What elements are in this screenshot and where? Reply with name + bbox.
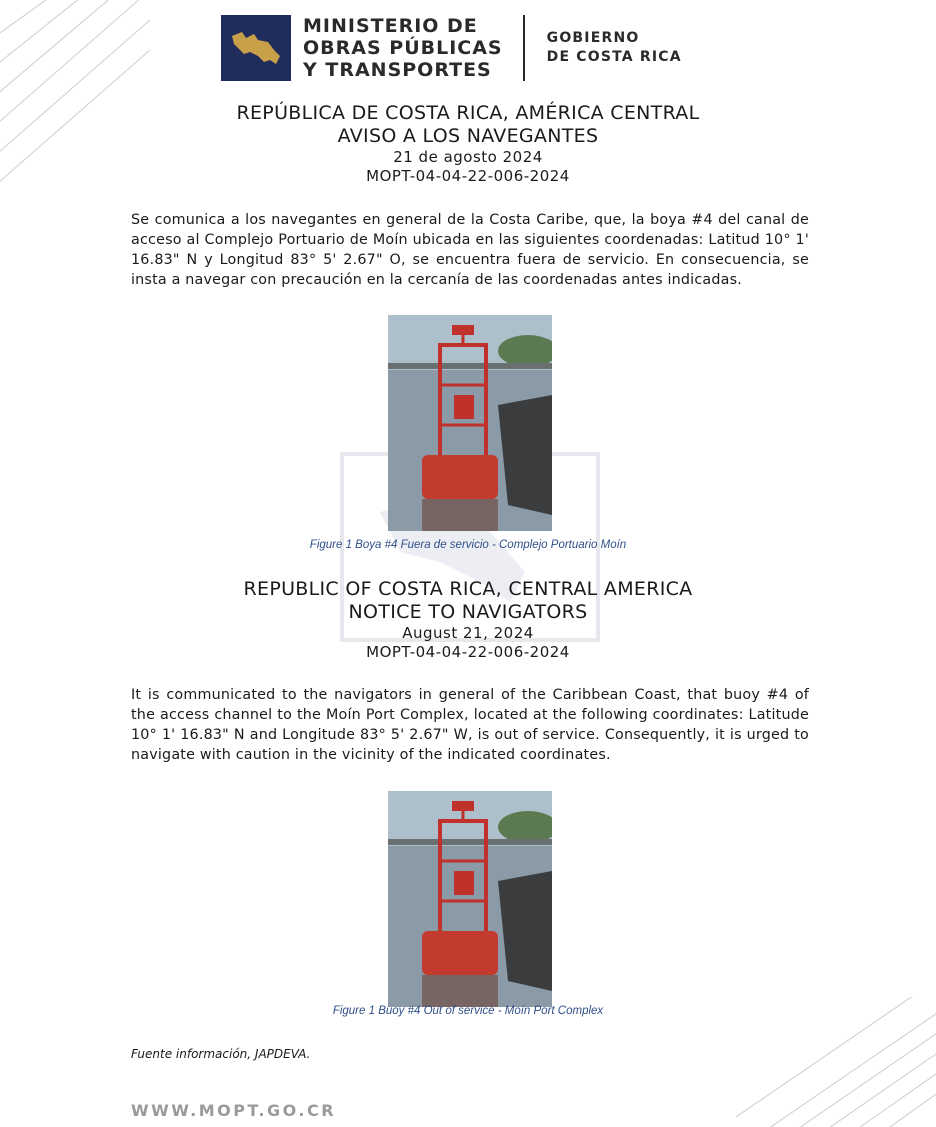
ministry-line: OBRAS PÚBLICAS [303,37,503,59]
english-date: August 21, 2024 [402,624,534,642]
website-link[interactable]: WWW.MOPT.GO.CR [131,1101,337,1120]
english-title: REPUBLIC OF COSTA RICA, CENTRAL AMERICA [243,578,693,600]
spanish-body: Se comunica a los navegantes en general de la Costa Caribe, que, la boya #4 del canal de acceso al Complejo Portuario de Moín ubicada en las siguientes coordenadas: Latitud 10° 1' 16.83" N y Longitud 83° 5' 2.67" O, se encuentra fuera de servicio. En consecuencia, se insta a navegar con precaución en la cercanía de las coordenadas antes indicadas. [131,212,809,288]
ministry-name [303,15,503,81]
header-divider [523,15,525,81]
ministry-line: Y TRANSPORTES [303,59,492,81]
spanish-date: 21 de agosto 2024 [393,148,543,166]
spanish-reference: MOPT-04-04-22-006-2024 [366,167,570,185]
gov-line: DE COSTA RICA [546,49,682,65]
spanish-figure-caption: Figure 1 Boya #4 Fuera de servicio - Complejo Portuario Moín [309,539,627,551]
english-body: It is communicated to the navigators in general of the Caribbean Coast, that buoy #4 of the access channel to the Moín Port Complex, located at the following coordinates: Latitude 10° 1' 16.83" N and Longitude 83° 5' 2.67" W, is out of service. Consequently, it is urged to navigate with caution in the vicinity of the indicated coordinates. [131,687,809,763]
english-reference: MOPT-04-04-22-006-2024 [366,643,570,661]
english-subtitle: NOTICE TO NAVIGATORS [348,601,588,623]
english-figure-caption: Figure 1 Buoy #4 Out of service - Moín Port Complex [332,1005,604,1017]
buoy-photo [388,315,552,531]
buoy-photo [388,791,552,1007]
ministry-logo [221,15,291,81]
spanish-subtitle: AVISO A LOS NAVEGANTES [337,125,599,147]
english-heading [0,578,936,662]
source-note: Fuente información, JAPDEVA. [131,1047,311,1061]
costa-rica-map-icon [228,26,284,70]
gov-line: GOBIERNO [546,30,640,46]
letterhead [221,14,682,82]
government-name [547,29,682,67]
ministry-line: MINISTERIO DE [303,15,478,37]
spanish-title: REPÚBLICA DE COSTA RICA, AMÉRICA CENTRAL [236,102,700,124]
spanish-heading [0,102,936,186]
